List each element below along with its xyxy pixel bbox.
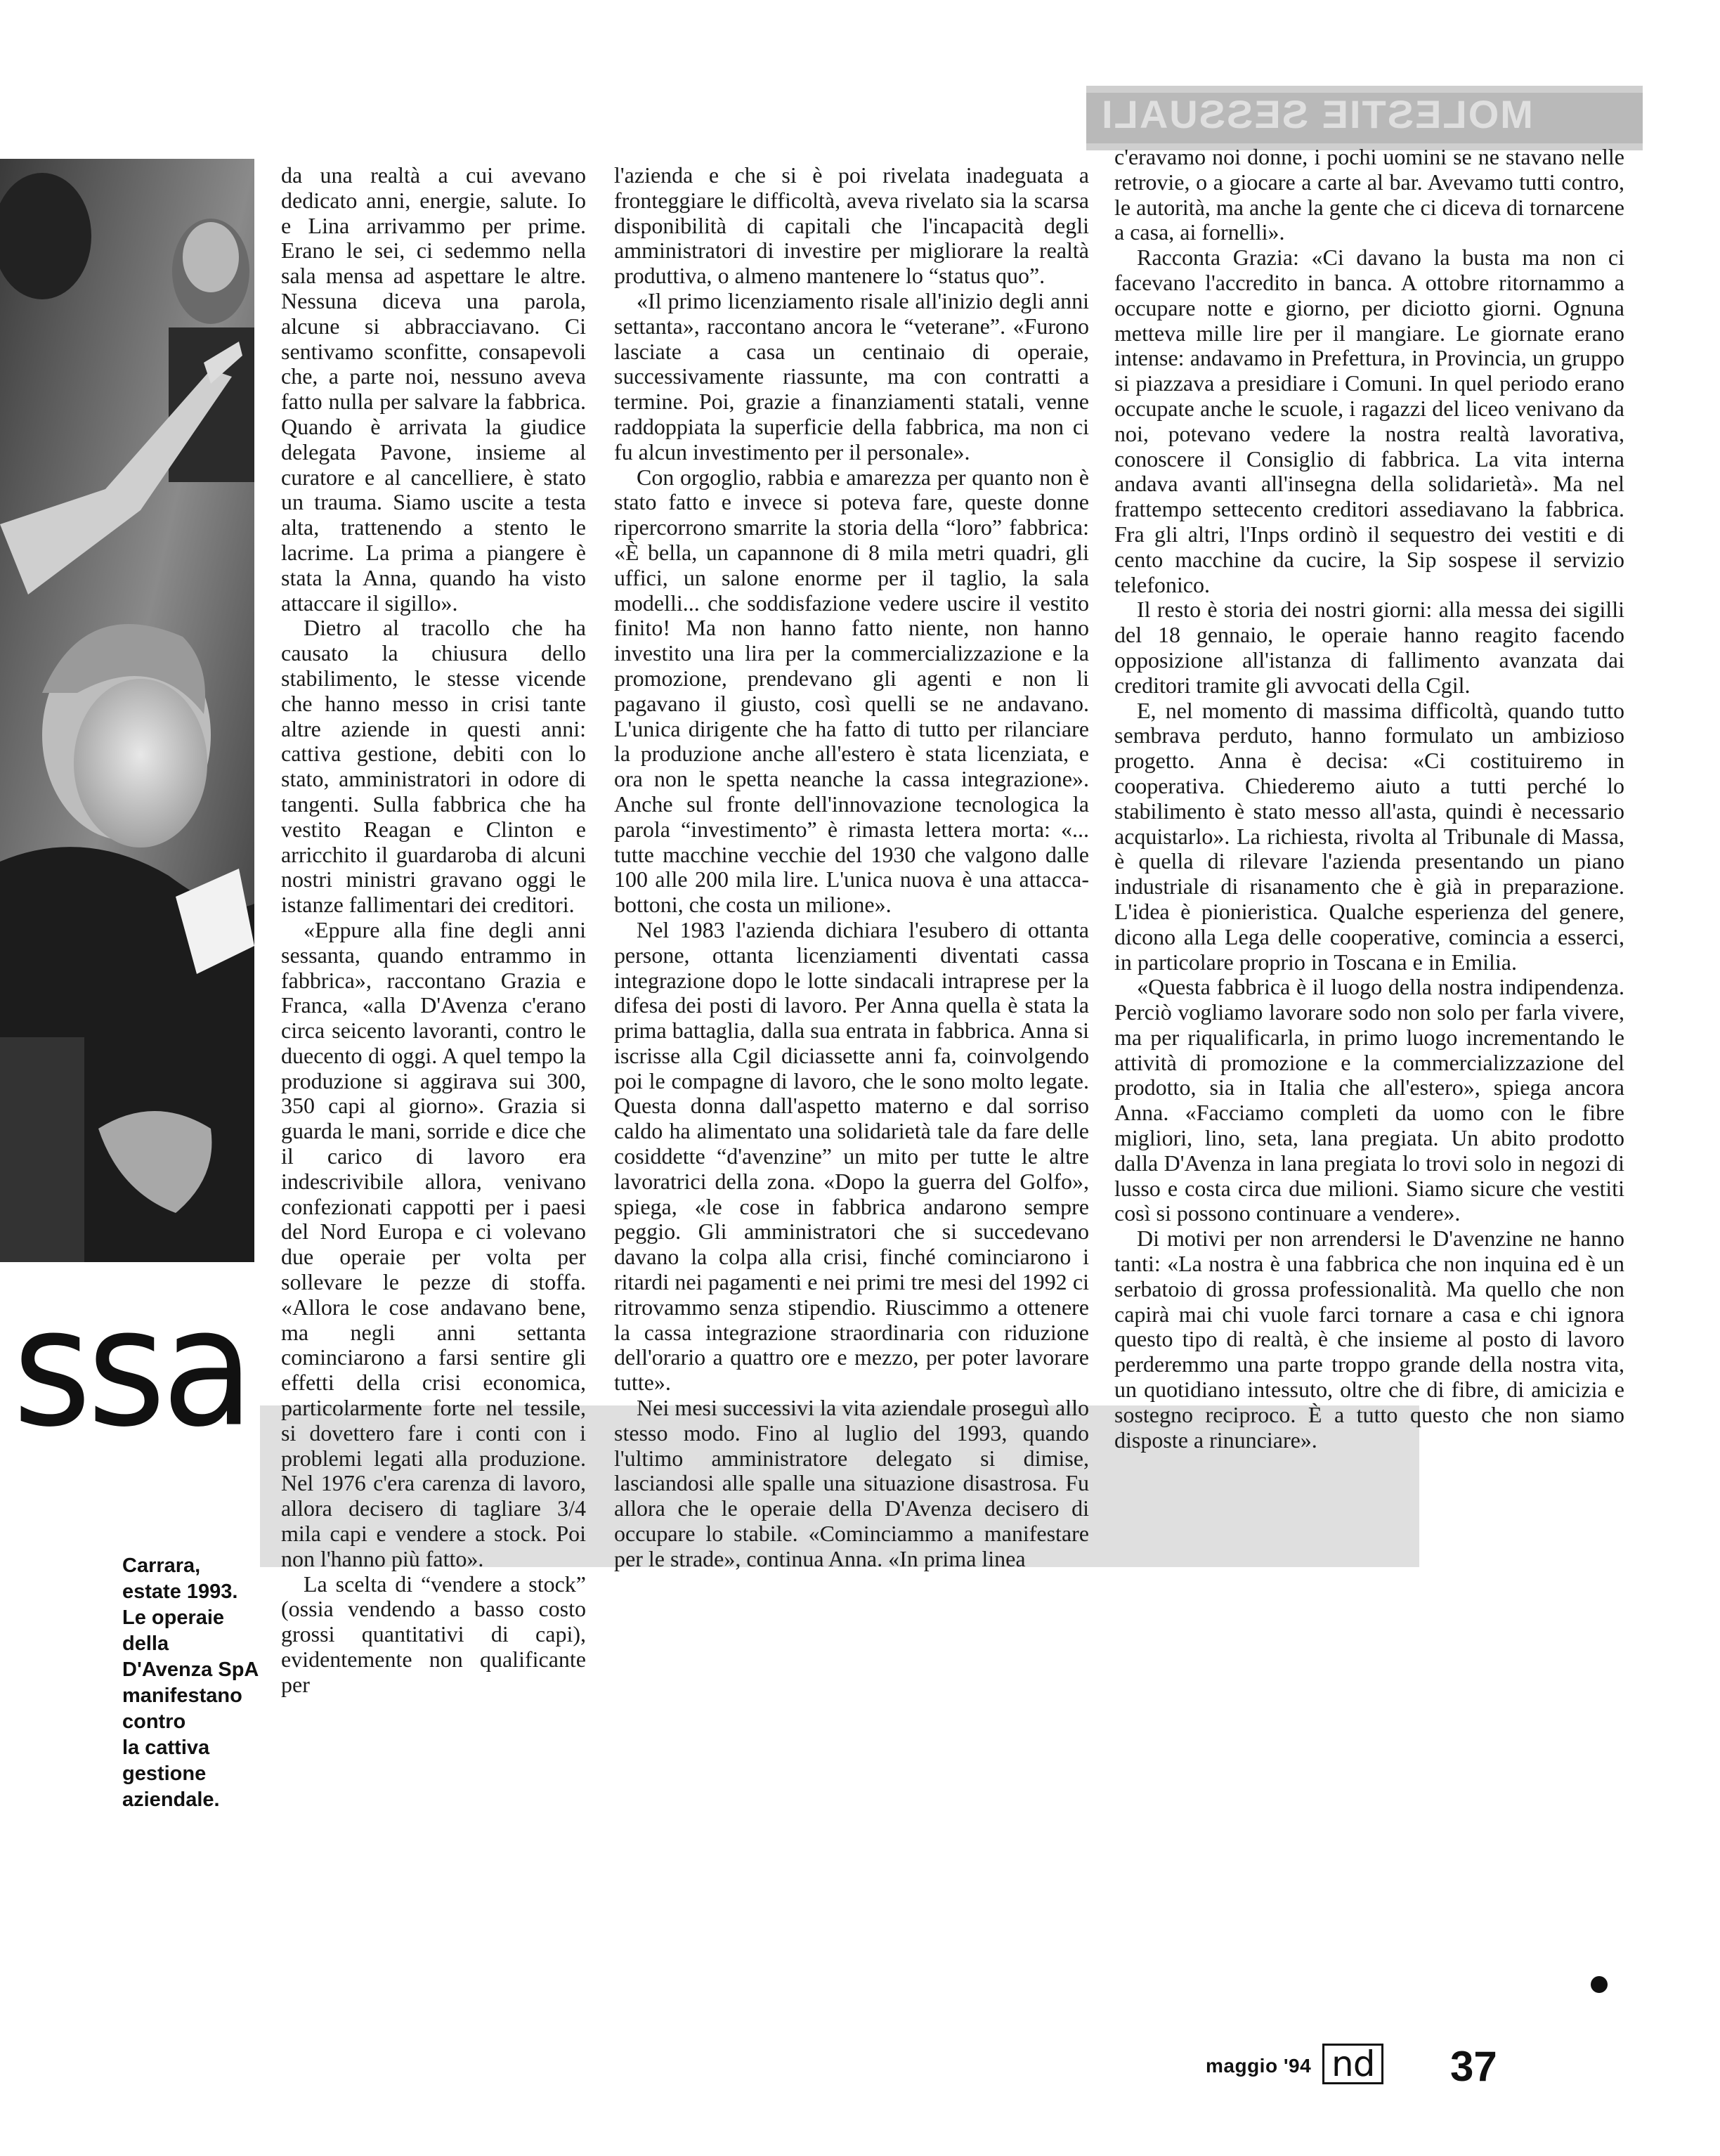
- section-label: MOLESTIE SESSUALI: [1100, 92, 1533, 136]
- paragraph: da una realtà a cui avevano dedicato anni, energie, salute. Io e Lina arrivammo per prime. Erano le sei, ci sedemmo nella sala mensa ad aspettare le altre. Nessuna diceva una parola, alcune si abbracciavano. Ci sentivamo sconfitte, consapevoli che, a parte noi, nessuno aveva fatto nulla per salvare la fabbrica. Quando è arrivata la giudice delegata Pavone, insieme al curatore e al cancelliere, è stato un trauma. Siamo uscite a testa alta, trattenendo a stento le lacrime. La prima a piangere è stata la Anna, quando ha visto attaccare il sigillo».: [281, 162, 586, 616]
- article-column-2: [614, 163, 1089, 1572]
- article-column-3: [1114, 145, 1624, 1453]
- paragraph: Dietro al tracollo che ha causato la chiusura dello stabilimento, le stesse vicende che hanno messo in crisi tante altre aziende in questi anni: cattiva gestione, debiti con lo stato, amministratori in odore di tangenti. Sulla fabbrica che ha vestito Reagan e Clinton e arricchito il guardaroba di alcuni nostri ministri gravano oggi le istanze fallimentari dei creditori.: [281, 615, 586, 918]
- paragraph: «Eppure alla fine degli anni sessanta, quando entrammo in fabbrica», raccontano Grazia e Franca, «alla D'Avenza c'erano circa seicento lavoranti, contro le duecento di oggi. A quel tempo la produzione si aggirava sui 300, 350 capi al giorno». Grazia si guarda le mani, sorride e dice che il carico di lavoro era indescrivibile allora, venivano confezionati cappotti per i paesi del Nord Europa e ci volevano due operaie per volta per sollevare le pezze di stoffa. «Allora le cose andavano bene, ma negli anni settanta cominciarono a farsi sentire gli effetti della crisi economica, particolarmente forte nel tessile, si dovettero fare i conti con i problemi legati alla produzione. Nel 1976 c'era carenza di lavoro, allora decisero di tagliare 3/4 mila capi e vendere a stock. Poi non l'hanno più fatto».: [281, 916, 586, 1571]
- article-column-1: [281, 163, 586, 1698]
- paragraph: Racconta Grazia: «Ci davano la busta ma non ci facevano l'accredito in banca. A ottobre ritornammo a occupare notte e giorno, per diciotto giorni. Ognuna metteva mille lire per il mangiare. Le giornate erano intense: andavamo in Prefettura, in Provincia, un gruppo si piazzava a presidiare i Comuni. In quel periodo erano occupate anche le scuole, i ragazzi del liceo venivano da noi, potevano vedere la nostra realtà lavorativa, conoscere il Consiglio di fabbrica. La vita interna andava avanti all'insegna della solidarietà». Ma nel frattempo settecento creditori assediavano la fabbrica. Fra gli altri, l'Inps ordinò il sequestro dei vestiti e di cento macchine da cucire, la Sip sospese il servizio telefonico.: [1114, 245, 1624, 597]
- caption-line: manifestano: [122, 1684, 242, 1707]
- paragraph: Di motivi per non arrendersi le D'avenzine ne hanno tanti: «La nostra è una fabbrica che non inquina ed è un serbatoio di grossa professionalità. Ma quello che non capirà mai chi vuole farci tornare a casa e chi ignora questo tipo di realtà, è che insieme al posto di lavoro perderemmo una parte troppo grande della nostra vita, un quotidiano intessuto, oltre che di fibre, di amicizia e sostegno reciproco. È a tutto questo che non siamo disposte a rinunciare».: [1114, 1226, 1624, 1453]
- photo-caption: [122, 1553, 259, 1813]
- paragraph: «Questa fabbrica è il luogo della nostra indipendenza. Perciò vogliamo lavorare sodo non solo per farla vivere, ma per riqualificarla, in primo luogo incrementando le attività di promozione e la commercializzazione del prodotto, sia in Italia che all'estero», spiega ancora Anna. «Facciamo completi da uomo con le fibre migliori, lino, seta, lana pregiata. Un abito prodotto dalla D'Avenza in lana pregiata lo trovi solo in negozi di lusso e costa circa due milioni. Siamo sicure che vestiti così si possono continuare a vendere».: [1114, 974, 1624, 1226]
- caption-line: gestione: [122, 1762, 207, 1785]
- magazine-logo: nd: [1322, 2044, 1383, 2084]
- protest-photo: [0, 159, 254, 1262]
- protest-photo-image: [0, 159, 254, 1262]
- paragraph: l'azienda e che si è poi rivelata inadeguata a fronteggiare le difficoltà, aveva rivelato sia la scarsa disponibilità di capitali che l'incapacità degli amministratori di investire per migliorare la realtà produttiva, o almeno mantenere lo “status quo”.: [614, 162, 1089, 289]
- paragraph: Nei mesi successivi la vita aziendale proseguì allo stesso modo. Fino al luglio del 1993, quando l'ultimo amministratore delegato si dimise, lasciandosi alle spalle una situazione disastrosa. Fu allora che le operaie della D'Avenza decisero di occupare lo stabile. «Cominciammo a manifestare per le strade», continua Anna. «In prima linea: [614, 1395, 1089, 1571]
- footer-date: maggio '94: [1206, 2055, 1312, 2077]
- paragraph: E, nel momento di massima difficoltà, quando tutto sembrava perduto, hanno formulato un ambizioso progetto. Anna è decisa: «Ci costituiremo in cooperativa. Chiederemo aiuto a tutti perché lo stabilimento è stato messo all'asta, quindi è necessario acquistarlo». La richiesta, rivolta al Tribunale di Massa, è quella di rilevare l'azienda presentando un piano industriale di risanamento che è già in preparazione. L'idea è pionieristica. Qualche esperienza del genere, dicono alla Lega delle cooperative, comincia a esserci, in particolare proprio in Toscana e in Emilia.: [1114, 697, 1624, 975]
- caption-line: contro: [122, 1710, 186, 1733]
- caption-line: Carrara,: [122, 1554, 201, 1577]
- paragraph: Con orgoglio, rabbia e amarezza per quanto non è stato fatto e invece si poteva fare, queste donne ripercorrono smarrite la storia della “loro” fabbrica: «È bella, un capannone di 8 mila metri quadri, gli uffici, un salone enorme per il taglio, la sala modelli... che soddisfazione vedere uscire il vestito finito! Ma non hanno fatto niente, non hanno investito una lira per la commercializzazione e la promozione, prendevano gli agenti e non li pagavano il giusto, così quelli se ne andavano. L'unica dirigente che ha fatto di tutto per rilanciare la produzione anche all'estero è stata licenziata, e ora non le spetta neanche la cassa integrazione». Anche sul fronte dell'innovazione tecnologica la parola “investimento” è rimasta lettera morta: «... tutte macchine vecchie del 1930 che valgono dalle 100 alle 200 mila lire. L'unica nuova è una attacca-bottoni, che costa un milione».: [614, 464, 1089, 918]
- page-number: 37: [1450, 2042, 1497, 2090]
- paragraph: «Il primo licenziamento risale all'inizio degli anni settanta», raccontano ancora le “veterane”. «Furono lasciate a casa un centinaio di operaie, successivamente riassunte, ma con contratti a termine. Poi, grazie a finanziamenti statali, venne raddoppiata la superficie della fabbrica, ma non ci fu alcun investimento per il personale».: [614, 287, 1089, 465]
- caption-line: Le operaie: [122, 1606, 225, 1629]
- caption-line: aziendale.: [122, 1788, 220, 1811]
- caption-line: estate 1993.: [122, 1580, 238, 1603]
- paragraph: c'eravamo noi donne, i pochi uomini se ne stavano nelle retrovie, o a giocare a carte al bar. Avevamo tutti contro, le autorità, ma anche la gente che ci diceva di tornarcene a casa, ai fornelli».: [1114, 144, 1624, 245]
- headline-fragment: ssa: [13, 1272, 250, 1463]
- paragraph: La scelta di “vendere a stock” (ossia vendendo a basso costo grossi quantitativi di capi), evidentemente non qualificante per: [281, 1571, 586, 1697]
- paragraph: Il resto è storia dei nostri giorni: alla messa dei sigilli del 18 gennaio, le operaie hanno reagito facendo opposizione all'istanza di fallimento avanzata dai creditori tramite gli avvocati della Cgil.: [1114, 597, 1624, 698]
- caption-line: D'Avenza SpA: [122, 1658, 259, 1681]
- caption-line: della: [122, 1632, 169, 1655]
- caption-line: la cattiva: [122, 1736, 210, 1759]
- paragraph: Nel 1983 l'azienda dichiara l'esubero di ottanta persone, ottanta licenziamenti diventati cassa integrazione dopo le lotte sindacali intraprese per la difesa dei posti di lavoro. Per Anna quella è stata la prima battaglia, dalla sua entrata in fabbrica. Anna si iscrisse alla Cgil diciassette anni fa, coinvolgendo poi le compagne di lavoro, che le sono molto legate. Questa donna dall'aspetto materno e dal sorriso caldo ha alimentato una solidarietà tale da fare delle cosiddette “d'avenzine” un mito per tutte le altre lavoratrici della zona. «Dopo la guerra del Golfo», spiega, «le cose in fabbrica andarono sempre peggio. Gli amministratori che si succedevano davano la colpa alla crisi, finché cominciarono i ritardi nei pagamenti e nei primi tre mesi del 1992 ci ritrovammo senza stipendio. Riuscimmo a ottenere la cassa integrazione straordinaria con riduzione dell'orario a quattro ore e mezzo, per poter lavorare tutte».: [614, 916, 1089, 1396]
- end-of-article-bullet: [1591, 1976, 1608, 1993]
